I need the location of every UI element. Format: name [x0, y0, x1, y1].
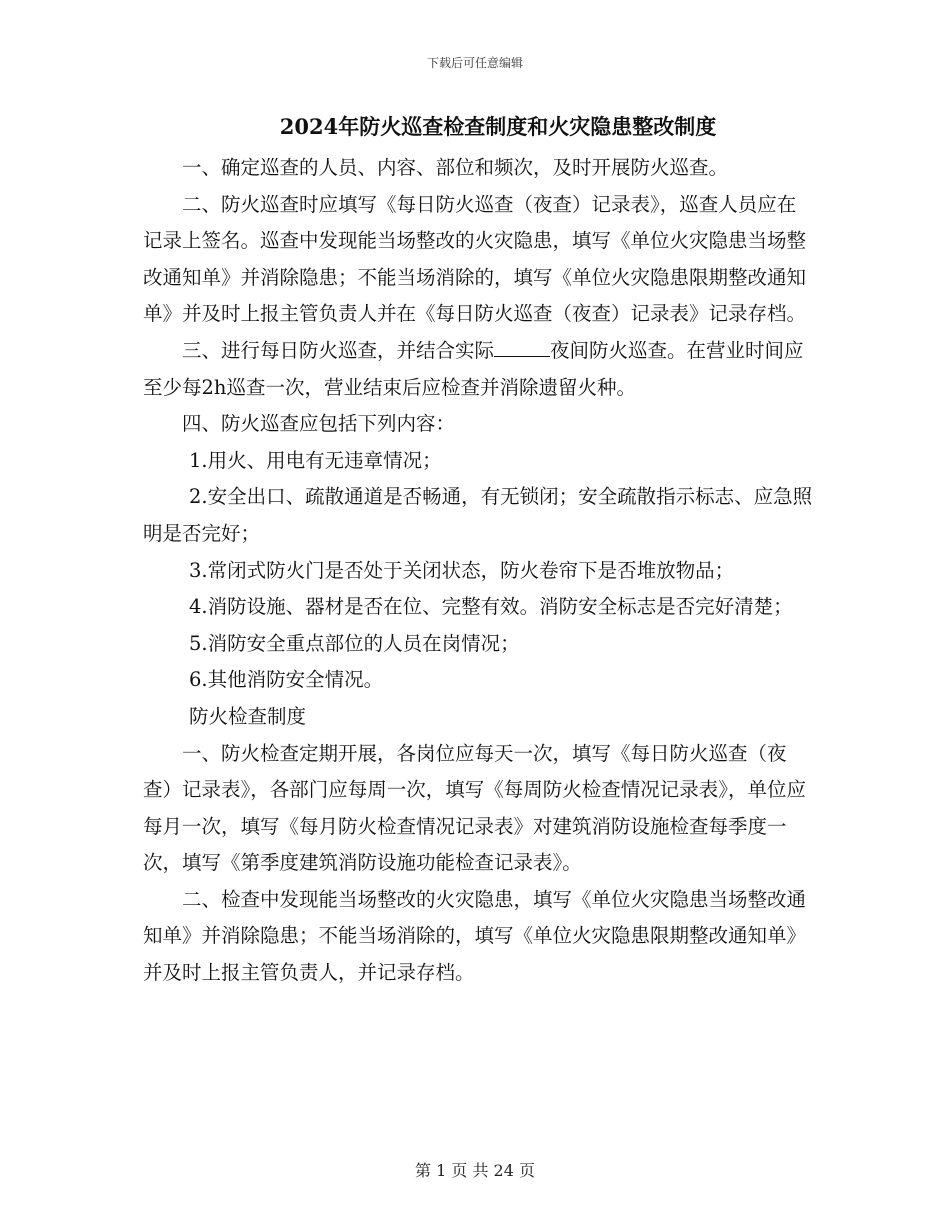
list-item-2: 2.安全出口、疏散通道是否畅通，有无锁闭；安全疏散指示标志、应急照明是否完好； [143, 485, 813, 545]
document-title: 2024年防火巡查检查制度和火灾隐患整改制度 [279, 114, 717, 139]
paragraph-6: 二、检查中发现能当场整改的火灾隐患，填写《单位火灾隐患当场整改通知单》并消除隐患；不能当场消除的，填写《单位火灾隐患限期整改通知单》并及时上报主管负责人，并记录存档。 [143, 887, 807, 985]
list-item-5: 5.消防安全重点部位的人员在岗情况； [189, 631, 520, 655]
header-note: 下载后可任意编辑 [426, 56, 523, 70]
paragraph-3-before: 三、进行每日防火巡查，并结合实际 [182, 338, 495, 362]
fill-in-blank [494, 338, 550, 357]
list-item-1: 1.用火、用电有无违章情况； [189, 448, 442, 472]
list-item-6: 6.其他消防安全情况。 [189, 668, 384, 692]
paragraph-4: 四、防火巡查应包括下列内容： [182, 412, 456, 436]
paragraph-1: 一、确定巡查的人员、内容、部位和频次，及时开展防火巡查。 [182, 156, 729, 179]
paragraph-5: 一、防火检查定期开展，各岗位应每天一次，填写《每日防火巡查（夜查）记录表》，各部门应每周一次，填写《每周防火检查情况记录表》，单位应每月一次，填写《每月防火检查情况记录表》对建筑消防设施检查每季度一次，填写《第季度建筑消防设施功能检查记录表》。 [143, 741, 807, 875]
list-item-4: 4.消防设施、器材是否在位、完整有效。消防安全标志是否完好清楚； [189, 595, 793, 619]
list-item-3: 3.常闭式防火门是否处于关闭状态，防火卷帘下是否堆放物品； [189, 558, 735, 582]
section-heading: 防火检查制度 [189, 704, 307, 728]
paragraph-3-after: 夜间防火巡查。在营业时间应至少每2h巡查一次，营业结束后应检查并消除遗留火种。 [143, 338, 804, 399]
document-body [143, 150, 815, 992]
page-footer: 第 1 页 共 24 页 [415, 1161, 535, 1180]
paragraph-2: 二、防火巡查时应填写《每日防火巡查（夜查）记录表》，巡查人员应在记录上签名。巡查中发现能当场整改的火灾隐患，填写《单位火灾隐患当场整改通知单》并消除隐患；不能当场消除的，填写《单位火灾隐患限期整改通知单》并及时上报主管负责人并在《每日防火巡查（夜查）记录表》记录存档。 [143, 192, 807, 326]
paragraph-3 [143, 333, 815, 406]
